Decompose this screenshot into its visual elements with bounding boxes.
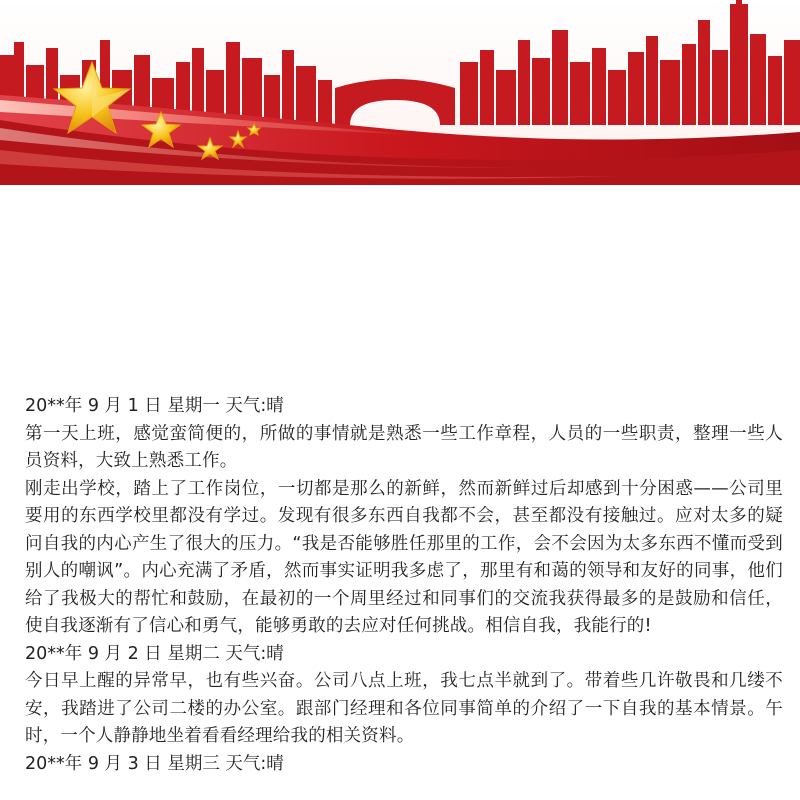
entry-date: 20**年 9 月 2 日 星期二 天气:晴 (25, 643, 284, 664)
entry-paragraph: 今日早上醒的异常早，也有些兴奋。公司八点上班，我七点半就到了。带着些几许敬畏和几缕不安，我踏进了公司二楼的办公室。跟部门经理和各位同事简单的介绍了一下自我的基本情景。午时，一个人静静地坐着看看经理给我的相关资料。 (25, 671, 783, 746)
diary-document (25, 393, 783, 778)
entry-paragraph: 刚走出学校，踏上了工作岗位，一切都是那么的新鲜，然而新鲜过后却感到十分困惑——公司里要用的东西学校里都没有学过。发现有很多东西自我都不会，甚至都没有接触过。应对太多的疑问自我的内心产生了很大的压力。“我是否能够胜任那里的工作，会不会因为太多东西不懂而受到别人的嘲讽”。内心充满了矛盾，然而事实证明我多虑了，那里有和蔼的领导和友好的同事，他们给了我极大的帮忙和鼓励，在最初的一个周里经过和同事们的交流我获得最多的是鼓励和信任，使自我逐渐有了信心和勇气，能够勇敢的去应对任何挑战。相信自我，我能行的! (25, 478, 783, 636)
entry-date: 20**年 9 月 1 日 星期一 天气:晴 (25, 396, 284, 416)
header-banner (0, 0, 800, 185)
entry-date: 20**年 9 月 3 日 星期三 天气:晴 (25, 753, 284, 774)
entry-paragraph: 第一天上班，感觉蛮简便的，所做的事情就是熟悉一些工作章程，人员的一些职责，整理一些人员资料，大致上熟悉工作。 (25, 423, 783, 471)
